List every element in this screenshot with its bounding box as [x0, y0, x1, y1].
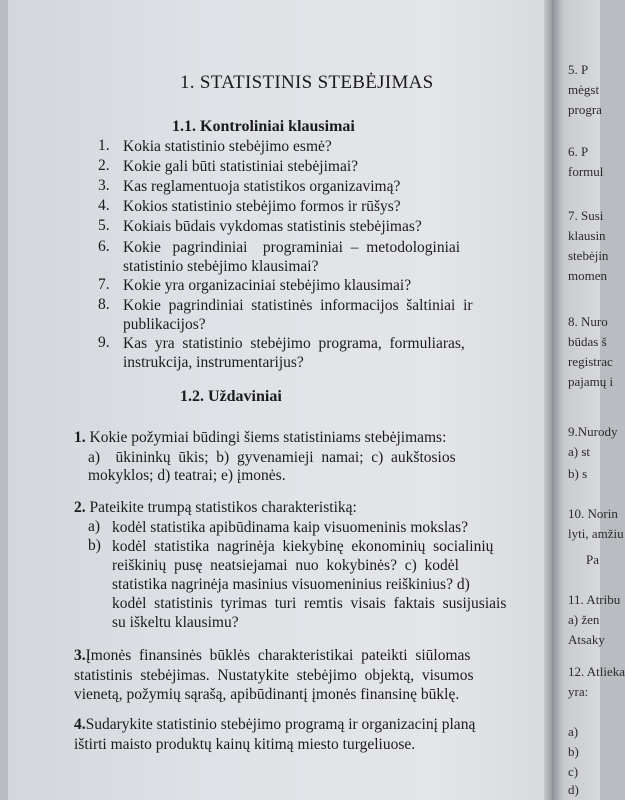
fragment: 10. Norin: [568, 506, 618, 521]
task-text: kodėl statistinis tyrimas turi remtis visais faktais susijusiais: [112, 595, 507, 612]
question-number: 5.: [98, 217, 110, 234]
fragment: klausin: [568, 228, 606, 243]
fragment: b): [568, 744, 579, 759]
question-text: Kokie pagrindiniai programiniai – metodologiniai: [123, 239, 461, 256]
fragment: progra: [568, 102, 602, 117]
question-number: 1.: [98, 137, 110, 154]
fragment: a) st: [568, 444, 591, 459]
question-text: Kokie pagrindiniai statistinės informacijos šaltiniai ir: [123, 297, 473, 314]
fragment: Pa: [586, 552, 599, 567]
fragment: registrac: [568, 354, 613, 369]
fragment: yra:: [568, 684, 589, 699]
task-text: Sudarykite statistinio stebėjimo programą ir organizacinį planą: [85, 716, 476, 733]
fragment: 6. P: [568, 144, 589, 159]
question-text: Kas yra statistinio stebėjimo programa, formuliaras,: [123, 335, 465, 352]
question-number: 9.: [98, 334, 110, 351]
question-text: Kokios statistinio stebėjimo formos ir rūšys?: [123, 198, 401, 215]
item-label: a): [88, 518, 101, 535]
task-text: su iškeltu klausimu?: [112, 614, 239, 631]
task-text: Kokie požymiai būdingi šiems statistiniams stebėjimams:: [89, 429, 447, 446]
question-text: Kas reglamentuoja statistikos organizavimą?: [123, 178, 401, 195]
task-text: Įmonės finansinės būklės charakteristikai pateikti siūlomas: [85, 647, 471, 664]
task-text: kodėl statistika nagrinėja kiekybinę ekonominių socialinių: [112, 538, 494, 555]
task-text: ištirti maisto produktų kainų kitimą miesto turgeliuose.: [74, 736, 416, 753]
fragment: 8. Nuro: [568, 314, 608, 329]
task-4: [74, 715, 475, 735]
task-text: statistika nagrinėja masinius visuomeninius reiškinius? d): [112, 576, 470, 593]
fragment: pajamų i: [568, 374, 614, 389]
adjacent-page: [552, 0, 625, 800]
task-text: vienetą, požymių sąrašą, apibūdinantį įmonės finansinę būklę.: [74, 686, 460, 703]
fragment: 11. Atribu: [568, 592, 621, 607]
question-text: instrukcija, instrumentarijus?: [123, 354, 304, 371]
question-number: 3.: [98, 177, 110, 194]
task-number: 4.: [74, 716, 86, 733]
fragment: Atsaky: [568, 632, 605, 647]
fragment: 12. Atlieka: [568, 664, 625, 679]
task-text: kodėl statistika apibūdinama kaip visuomeninis mokslas?: [112, 519, 469, 536]
task-text: a) ūkininkų ūkis; b) gyvenamieji namai; c) aukštosios: [88, 449, 456, 466]
fragment: d): [568, 782, 579, 797]
fragment: b) s: [568, 466, 588, 481]
question-number: 6.: [98, 238, 110, 255]
question-text: Kokiais būdais vykdomas statistinis stebėjimas?: [123, 218, 422, 235]
question-text: Kokie gali būti statistiniai stebėjimai?: [123, 158, 359, 175]
fragment: mėgst: [568, 82, 600, 97]
section-title-questions: 1.1. Kontroliniai klausimai: [172, 118, 355, 135]
fragment: formul: [568, 164, 604, 179]
fragment: 7. Susi: [568, 208, 604, 223]
task-number: 2.: [74, 499, 86, 516]
question-text: publikacijos?: [123, 316, 206, 333]
fragment: a): [568, 724, 579, 739]
section-title-tasks: 1.2. Uždaviniai: [180, 388, 282, 405]
question-number: 2.: [98, 157, 110, 174]
fragment: 9.Nurody: [568, 424, 618, 439]
fragment: būdas š: [568, 334, 607, 349]
question-text: Kokia statistinio stebėjimo esmė?: [123, 138, 332, 155]
task-3: [74, 646, 470, 666]
task-text: statistinis stebėjimas. Nustatykite stebėjimo objektą, visumos: [74, 667, 474, 684]
fragment: 5. P: [568, 62, 589, 77]
task-1: [74, 428, 446, 448]
question-number: 8.: [98, 296, 110, 313]
task-number: 3.: [74, 647, 86, 664]
question-number: 4.: [98, 197, 110, 214]
task-2: [74, 498, 357, 518]
fragment: c): [568, 764, 579, 779]
task-text: reiškinių pusę neatsiejamai nuo kokybinės? c) kodėl: [112, 557, 459, 574]
task-text: Pateikite trumpą statistikos charakteristiką:: [89, 499, 357, 516]
question-number: 7.: [98, 276, 110, 293]
fragment: momen: [568, 268, 607, 283]
task-number: 1.: [74, 429, 86, 446]
question-text: Kokie yra organizaciniai stebėjimo klausimai?: [123, 277, 412, 294]
book-page: [8, 0, 548, 800]
task-text: mokyklos; d) teatrai; e) įmonės.: [88, 467, 286, 484]
question-text: statistinio stebėjimo klausimai?: [123, 258, 319, 275]
chapter-title: 1. STATISTINIS STEBĖJIMAS: [180, 72, 434, 93]
item-label: b): [88, 537, 101, 554]
fragment: lyti, amžiu: [568, 526, 624, 541]
fragment: stebėjin: [568, 248, 609, 263]
fragment: a) žen: [568, 612, 600, 627]
